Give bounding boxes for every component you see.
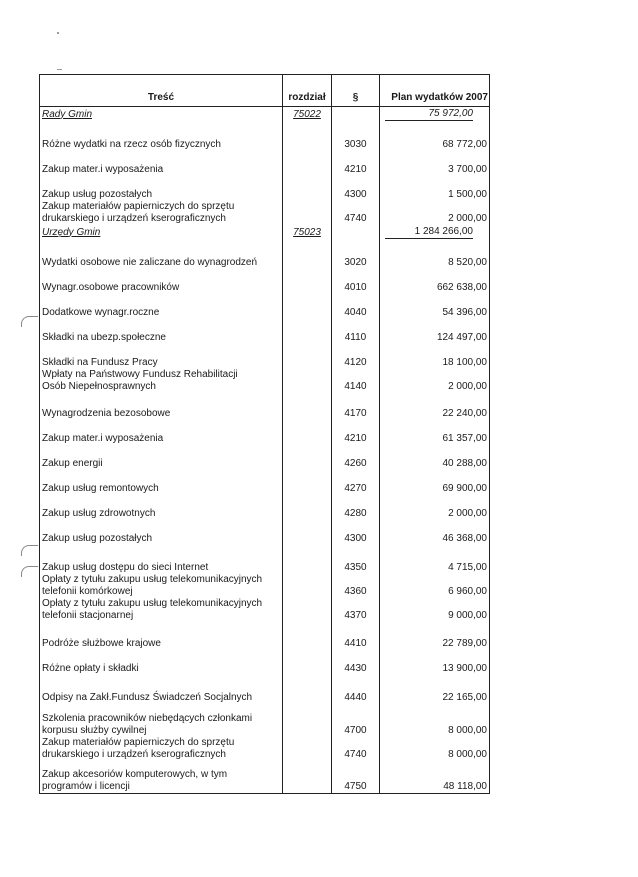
cell-paragraf: 4440 (332, 675, 380, 704)
cell-rozdzial (283, 107, 332, 121)
item-text-line: Zakup materiałów papierniczych do sprzętu (42, 200, 235, 212)
table-row (40, 294, 490, 319)
section-title: Rady Gmin (42, 108, 93, 120)
item-text-line: Zakup usług remontowych (42, 482, 159, 494)
cell-kwota: 68 772,00 (380, 121, 490, 151)
cell-rozdzial (283, 704, 332, 737)
item-text-line: drukarskiego i urządzeń kserograficznych (42, 748, 226, 760)
cell-rozdzial (283, 545, 332, 574)
cell-kwota: 8 520,00 (380, 239, 490, 269)
cell-rozdzial (283, 269, 332, 294)
cell-tresc (40, 495, 283, 520)
item-text-line: Składki na Fundusz Pracy (42, 356, 158, 368)
cell-rozdzial (283, 344, 332, 369)
section-code: 75023 (293, 226, 321, 238)
punch-hole-mark (21, 545, 38, 556)
cell-rozdzial (283, 121, 332, 151)
cell-tresc (40, 545, 283, 574)
cell-paragraf: 4700 (332, 704, 380, 737)
table-row (40, 675, 490, 704)
cell-tresc (40, 344, 283, 369)
cell-rozdzial (283, 622, 332, 650)
cell-paragraf: 4750 (332, 761, 380, 794)
cell-tresc (40, 574, 283, 598)
table-row (40, 574, 490, 598)
cell-rozdzial (283, 470, 332, 495)
section-title: Urzędy Gmin (42, 226, 101, 238)
table-row (40, 201, 490, 225)
header-plan: Plan wydatków 2007 (380, 75, 490, 107)
cell-rozdzial (283, 445, 332, 470)
item-text-line: Zakup materiałów papierniczych do sprzętu (42, 736, 235, 748)
header-rozdzial: rozdział (283, 75, 332, 107)
cell-kwota: 4 715,00 (380, 545, 490, 574)
table-row (40, 269, 490, 294)
cell-tresc (40, 598, 283, 622)
table-row (40, 445, 490, 470)
item-text-line: Zakup mater.i wyposażenia (42, 163, 164, 175)
table-row (40, 344, 490, 369)
section-amount: 1 284 266,00 (385, 226, 473, 239)
item-text-line: Zakup usług zdrowotnych (42, 507, 156, 519)
cell-paragraf: 4170 (332, 393, 380, 420)
item-text-line: korpusu służby cywilnej (42, 724, 147, 736)
cell-paragraf: 4370 (332, 598, 380, 622)
item-text-line: Składki na ubezp.społeczne (42, 331, 166, 343)
cell-rozdzial (283, 650, 332, 675)
cell-kwota: 2 000,00 (380, 369, 490, 393)
item-text-line: Odpisy na Zakł.Fundusz Świadczeń Socjalnych (42, 691, 253, 703)
item-text-line: Zakup mater.i wyposażenia (42, 432, 164, 444)
item-text-line: Szkolenia pracowników niebędących członkami (42, 712, 253, 724)
cell-tresc (40, 176, 283, 201)
item-text-line: Osób Niepełnosprawnych (42, 380, 156, 392)
cell-rozdzial (283, 201, 332, 225)
cell-paragraf: 4280 (332, 495, 380, 520)
cell-paragraf: 4300 (332, 176, 380, 201)
cell-tresc (40, 393, 283, 420)
item-text-line: Dodatkowe wynagr.roczne (42, 306, 160, 318)
cell-tresc (40, 269, 283, 294)
cell-kwota: 2 000,00 (380, 201, 490, 225)
cell-kwota: 48 118,00 (380, 761, 490, 794)
cell-paragraf: 4360 (332, 574, 380, 598)
cell-paragraf: 4010 (332, 269, 380, 294)
cell-paragraf: 3030 (332, 121, 380, 151)
punch-hole-mark (21, 316, 38, 327)
cell-rozdzial (283, 294, 332, 319)
header-tresc: Treść (40, 75, 283, 107)
table-row (40, 704, 490, 737)
cell-tresc (40, 107, 283, 121)
item-text-line: Podróże służbowe krajowe (42, 637, 161, 649)
cell-kwota (380, 107, 490, 121)
cell-tresc (40, 319, 283, 344)
table-row (40, 650, 490, 675)
section-code: 75022 (293, 108, 321, 120)
table-row (40, 761, 490, 794)
cell-paragraf: 4140 (332, 369, 380, 393)
item-text-line: Zakup akcesoriów komputerowych, w tym (42, 769, 228, 780)
table-row (40, 420, 490, 445)
cell-kwota: 54 396,00 (380, 294, 490, 319)
cell-paragraf: 4740 (332, 737, 380, 761)
cell-kwota: 2 000,00 (380, 495, 490, 520)
cell-kwota: 9 000,00 (380, 598, 490, 622)
cell-tresc (40, 420, 283, 445)
item-text-line: Różne opłaty i składki (42, 662, 139, 674)
item-text-line: Opłaty z tytułu zakupu usług telekomunikacyjnych (42, 573, 263, 585)
cell-tresc (40, 445, 283, 470)
cell-tresc (40, 675, 283, 704)
table-row (40, 319, 490, 344)
scan-speck (57, 69, 62, 70)
cell-tresc (40, 225, 283, 239)
cell-paragraf (332, 225, 380, 239)
cell-rozdzial (283, 761, 332, 794)
item-text-line: Zakup usług dostępu do sieci Internet (42, 561, 209, 573)
cell-tresc (40, 151, 283, 176)
cell-kwota: 40 288,00 (380, 445, 490, 470)
cell-tresc (40, 737, 283, 761)
table-row (40, 393, 490, 420)
cell-rozdzial (283, 598, 332, 622)
cell-paragraf: 4210 (332, 420, 380, 445)
header-paragraf: § (332, 75, 380, 107)
item-text-line: Zakup usług pozostałych (42, 532, 153, 544)
table-row (40, 598, 490, 622)
item-text-line: Wynagr.osobowe pracowników (42, 281, 180, 293)
cell-paragraf: 4350 (332, 545, 380, 574)
table-row (40, 520, 490, 545)
cell-kwota: 8 000,00 (380, 704, 490, 737)
table-header-row (40, 75, 490, 107)
cell-rozdzial (283, 737, 332, 761)
cell-tresc (40, 520, 283, 545)
cell-kwota: 22 165,00 (380, 675, 490, 704)
table-row (40, 239, 490, 269)
cell-kwota: 1 500,00 (380, 176, 490, 201)
cell-tresc (40, 294, 283, 319)
cell-rozdzial (283, 151, 332, 176)
cell-kwota: 13 900,00 (380, 650, 490, 675)
table-row (40, 369, 490, 393)
table-row (40, 121, 490, 151)
cell-rozdzial (283, 369, 332, 393)
cell-rozdzial (283, 239, 332, 269)
cell-rozdzial (283, 420, 332, 445)
cell-tresc (40, 470, 283, 495)
cell-kwota: 8 000,00 (380, 737, 490, 761)
cell-kwota (380, 225, 490, 239)
cell-kwota: 69 900,00 (380, 470, 490, 495)
cell-kwota: 6 960,00 (380, 574, 490, 598)
cell-paragraf: 4260 (332, 445, 380, 470)
cell-kwota: 22 789,00 (380, 622, 490, 650)
cell-rozdzial (283, 495, 332, 520)
item-text-line: Zakup energii (42, 457, 103, 469)
cell-paragraf: 4210 (332, 151, 380, 176)
table-row (40, 151, 490, 176)
table-row (40, 545, 490, 574)
cell-rozdzial (283, 176, 332, 201)
cell-kwota: 22 240,00 (380, 393, 490, 420)
cell-tresc (40, 761, 283, 794)
cell-rozdzial (283, 225, 332, 239)
cell-kwota: 61 357,00 (380, 420, 490, 445)
cell-rozdzial (283, 574, 332, 598)
item-text-line: drukarskiego i urządzeń kserograficznych (42, 212, 226, 224)
cell-tresc (40, 239, 283, 269)
cell-kwota: 124 497,00 (380, 319, 490, 344)
cell-tresc (40, 622, 283, 650)
item-text-line: Wynagrodzenia bezosobowe (42, 407, 171, 419)
cell-tresc (40, 121, 283, 151)
item-text-line: Różne wydatki na rzecz osób fizycznych (42, 138, 221, 150)
cell-kwota: 18 100,00 (380, 344, 490, 369)
cell-tresc (40, 201, 283, 225)
item-text-line: Wydatki osobowe nie zaliczane do wynagrodzeń (42, 256, 258, 268)
cell-tresc (40, 650, 283, 675)
cell-paragraf: 3020 (332, 239, 380, 269)
cell-tresc (40, 369, 283, 393)
section-amount: 75 972,00 (385, 108, 473, 121)
section-row (40, 225, 490, 239)
cell-kwota: 46 368,00 (380, 520, 490, 545)
cell-paragraf: 4410 (332, 622, 380, 650)
item-text-line: telefonii komórkowej (42, 585, 133, 597)
table-row (40, 737, 490, 761)
table-row (40, 176, 490, 201)
table-row (40, 622, 490, 650)
cell-kwota: 662 638,00 (380, 269, 490, 294)
cell-tresc (40, 704, 283, 737)
section-row (40, 107, 490, 121)
item-text-line: Wpłaty na Państwowy Fundusz Rehabilitacji (42, 368, 238, 380)
cell-kwota: 3 700,00 (380, 151, 490, 176)
cell-paragraf: 4430 (332, 650, 380, 675)
item-text-line: telefonii stacjonarnej (42, 609, 134, 621)
cell-paragraf: 4040 (332, 294, 380, 319)
cell-rozdzial (283, 675, 332, 704)
item-text-line: Zakup usług pozostałych (42, 188, 153, 200)
cell-paragraf: 4300 (332, 520, 380, 545)
cell-paragraf: 4270 (332, 470, 380, 495)
cell-paragraf: 4110 (332, 319, 380, 344)
cell-rozdzial (283, 393, 332, 420)
punch-hole-mark (21, 566, 38, 577)
cell-paragraf: 4120 (332, 344, 380, 369)
cell-paragraf (332, 107, 380, 121)
table-body (40, 107, 490, 794)
item-text-line: Opłaty z tytułu zakupu usług telekomunikacyjnych (42, 597, 263, 609)
cell-rozdzial (283, 520, 332, 545)
cell-paragraf: 4740 (332, 201, 380, 225)
scan-speck (57, 32, 59, 34)
item-text-line: programów i licencji (42, 781, 130, 792)
budget-table (39, 74, 490, 794)
cell-rozdzial (283, 319, 332, 344)
table-row (40, 495, 490, 520)
table-row (40, 470, 490, 495)
